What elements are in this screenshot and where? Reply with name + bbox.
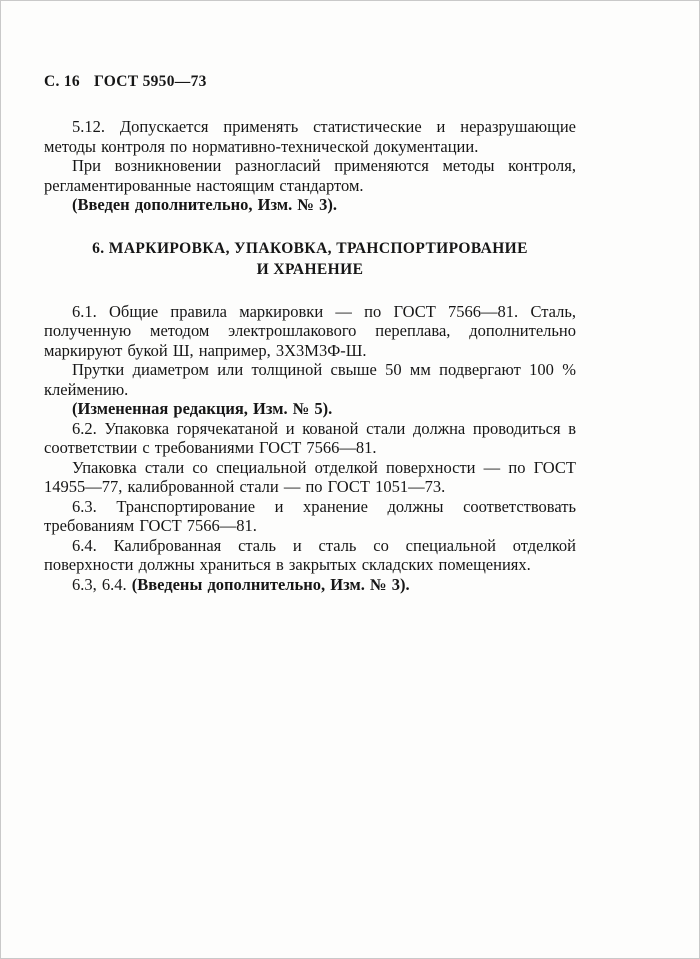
paragraph: [44, 302, 576, 361]
bold-text-run: (Введен дополнительно, Изм. № 3).: [72, 195, 337, 214]
paragraph: [44, 117, 576, 156]
paragraph: [44, 575, 576, 595]
text-run: 6.3. Транспортирование и хранение должны соответствовать требованиям ГОСТ 7566—81.: [44, 496, 576, 535]
paragraph: [44, 399, 576, 419]
text-run: Упаковка стали со специальной отделкой поверхности — по ГОСТ 14955—77, калиброванной стали — по ГОСТ 1051—73.: [44, 457, 576, 496]
section-heading: [44, 238, 576, 280]
text-run: 5.12. Допускается применять статистические и неразрушающие методы контроля по нормативно-технической документации.: [44, 117, 576, 156]
content-column: [44, 73, 576, 594]
paragraph: [44, 195, 576, 215]
paragraph: [44, 497, 576, 536]
paragraph: [44, 360, 576, 399]
text-run: 6.2. Упаковка горячекатаной и кованой стали должна проводиться в соответствии с требованиями ГОСТ 7566—81.: [44, 418, 576, 457]
paragraph: [44, 156, 576, 195]
page-header: [44, 73, 576, 91]
paragraph: [44, 419, 576, 458]
standard-number-label: ГОСТ 5950—73: [93, 73, 207, 90]
heading-line: И ХРАНЕНИЕ: [256, 260, 364, 278]
text-run: 6.4. Калиброванная сталь и сталь со специальной отделкой поверхности должны храниться в закрытых складских помещениях.: [44, 535, 576, 574]
text-run: Прутки диаметром или толщиной свыше 50 мм подвергают 100 % клеймению.: [44, 360, 576, 399]
document-body: [44, 117, 576, 594]
page-number-label: С. 16: [44, 73, 80, 90]
text-run: При возникновении разногласий применяются методы контроля, регламентированные настоящим стандартом.: [44, 156, 576, 195]
heading-line: 6. МАРКИРОВКА, УПАКОВКА, ТРАНСПОРТИРОВАНИЕ: [92, 239, 528, 257]
text-run: 6.1. Общие правила маркировки — по ГОСТ 7566—81. Сталь, полученную методом электрошлакового переплава, дополнительно маркируют букой Ш, например, 3Х3М3Ф-Ш.: [44, 301, 576, 360]
paragraph: [44, 458, 576, 497]
bold-text-run: (Введены дополнительно, Изм. № 3).: [131, 574, 410, 594]
paragraph: [44, 536, 576, 575]
text-run: 6.3, 6.4.: [72, 574, 132, 594]
bold-text-run: (Измененная редакция, Изм. № 5).: [72, 399, 333, 418]
